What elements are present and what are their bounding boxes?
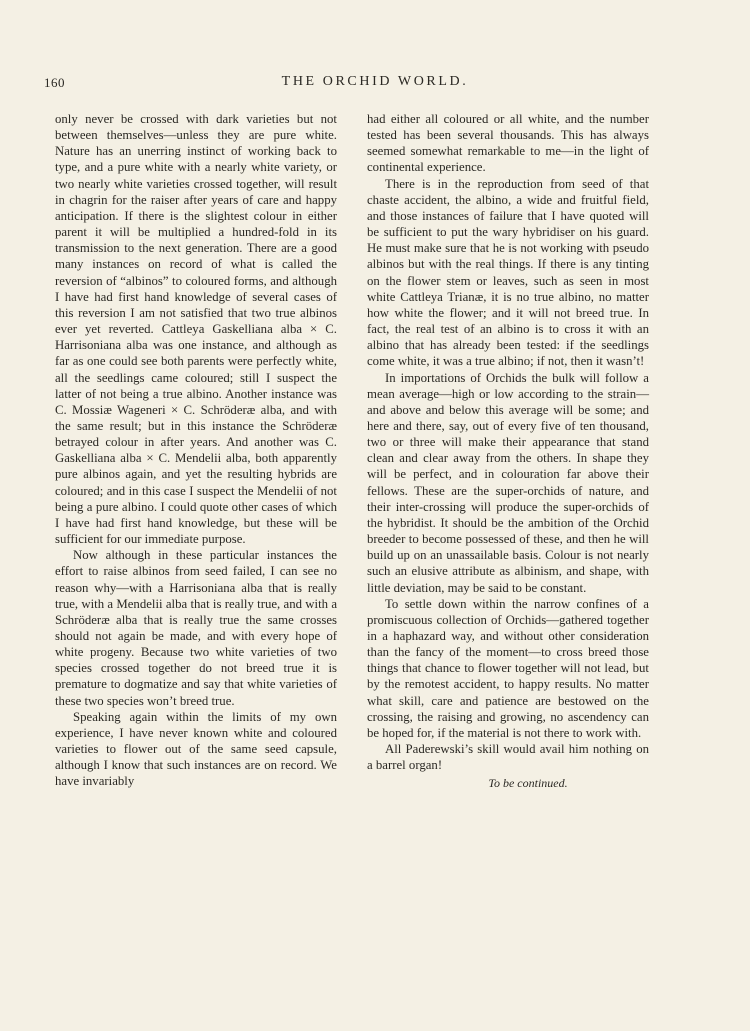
paragraph: Speaking again within the limits of my own experience, I have never known white and coloured varieties to flower out of the same seed capsule, although I know that such instances are on record. We have invariably (55, 709, 337, 789)
page-number: 160 (44, 75, 65, 90)
paragraph: To settle down within the narrow confines of a promiscuous collection of Orchids—gathered together in a haphazard way, and without other consideration than the fancy of the moment—to cross breed those things that chance to flower together will not lead, but by the remotest accident, to happy results. No matter what skill, care and patience are bestowed on the crossing, the raising and growing, no ascendency can be hoped for, if the material is not there to work with. (367, 596, 649, 740)
running-title: THE ORCHID WORLD. (281, 74, 469, 89)
paragraph: Now although in these particular instances the effort to raise albinos from seed failed, I can see no reason why—with a Harrisoniana alba that is really true, with a Mendelii alba that is really true, and with a Schröderæ alba that is really true the same crosses should not again be made, and with every hope of white progeny. Because two white varieties of two species crossed together do not breed true it is premature to dogmatize and say that white varieties of these two species won’t breed true. (55, 548, 337, 708)
paragraph: In importations of Orchids the bulk will follow a mean average—high or low according to the strain—and above and below this average will be some; and here and there, say, out of every five of ten thousand, two or three will make their appearance that stand clean and clear away from the others. In shape they will be perfect, and in colouration far above their fellows. These are the super-orchids of nature, and their inter-crossing will produce the super-orchids of the hybridist. It should be the ambition of the Orchid breeder to become possessed of these, and then he will build up on an unassailable basis. Colour is not nearly such an elusive attribute as albinism, and shape, with little deviation, may be said to be constant. (367, 370, 649, 595)
paragraph: All Paderewski’s skill would avail him nothing on a barrel organ! (367, 742, 649, 773)
left-column (55, 111, 337, 790)
continued-note: To be continued. (488, 776, 568, 791)
right-column (367, 111, 649, 792)
paragraph: only never be crossed with dark varieties but not between themselves—unless they are pure white. Nature has an unerring instinct of working back to type, and a pure white with a nearly white variety, or two nearly white varieties crossed together, will result in chagrin for the raiser after years of care and happy anticipation. If there is the slightest colour in either parent it will be multiplied a hundred-fold in its transmission to the next generation. There are a good many instances on record of what is called the reversion of “albinos” to coloured forms, and although I have had first hand knowledge of several cases of this reversion I am not satisfied that two true albinos ever yet reverted. Cattleya Gaskelliana alba × C. Harrisoniana alba was one instance, and although as far as one could see both parents were perfectly white, all the seedlings came coloured; still I suspect the latter of not being a true albino. Another instance was C. Mossiæ Wageneri × C. Schröderæ alba, and with the same result; but in this instance the Schröderæ betrayed colour in after years. And another was C. Gaskelliana alba × C. Mendelii alba, both apparently pure albinos again, and yet the resulting hybrids are coloured; and in this case I suspect the Mendelii of not being a pure albino. I could quote other cases of which I have had first hand knowledge, but these will be sufficient for our immediate purpose. (55, 112, 337, 547)
paragraph: There is in the reproduction from seed of that chaste accident, the albino, a wide and fruitful field, and those instances of failure that I have quoted will be sufficient to put the wary hybridiser on his guard. He must make sure that he is not working with pseudo albinos but with the real things. If there is any tinting on the flower stem or leaves, such as seen in most white Cattleya Trianæ, it is no true albino, no matter how white the flower; and it will not breed true. In fact, the real test of an albino is to cross it with an albino that has already been tested: if the seedlings come white, it was a true albino; if not, then it wasn’t! (367, 176, 649, 369)
paragraph: had either all coloured or all white, and the number tested has been several thousands. This has always seemed somewhat remarkable to me—in the light of continental experience. (367, 112, 649, 175)
